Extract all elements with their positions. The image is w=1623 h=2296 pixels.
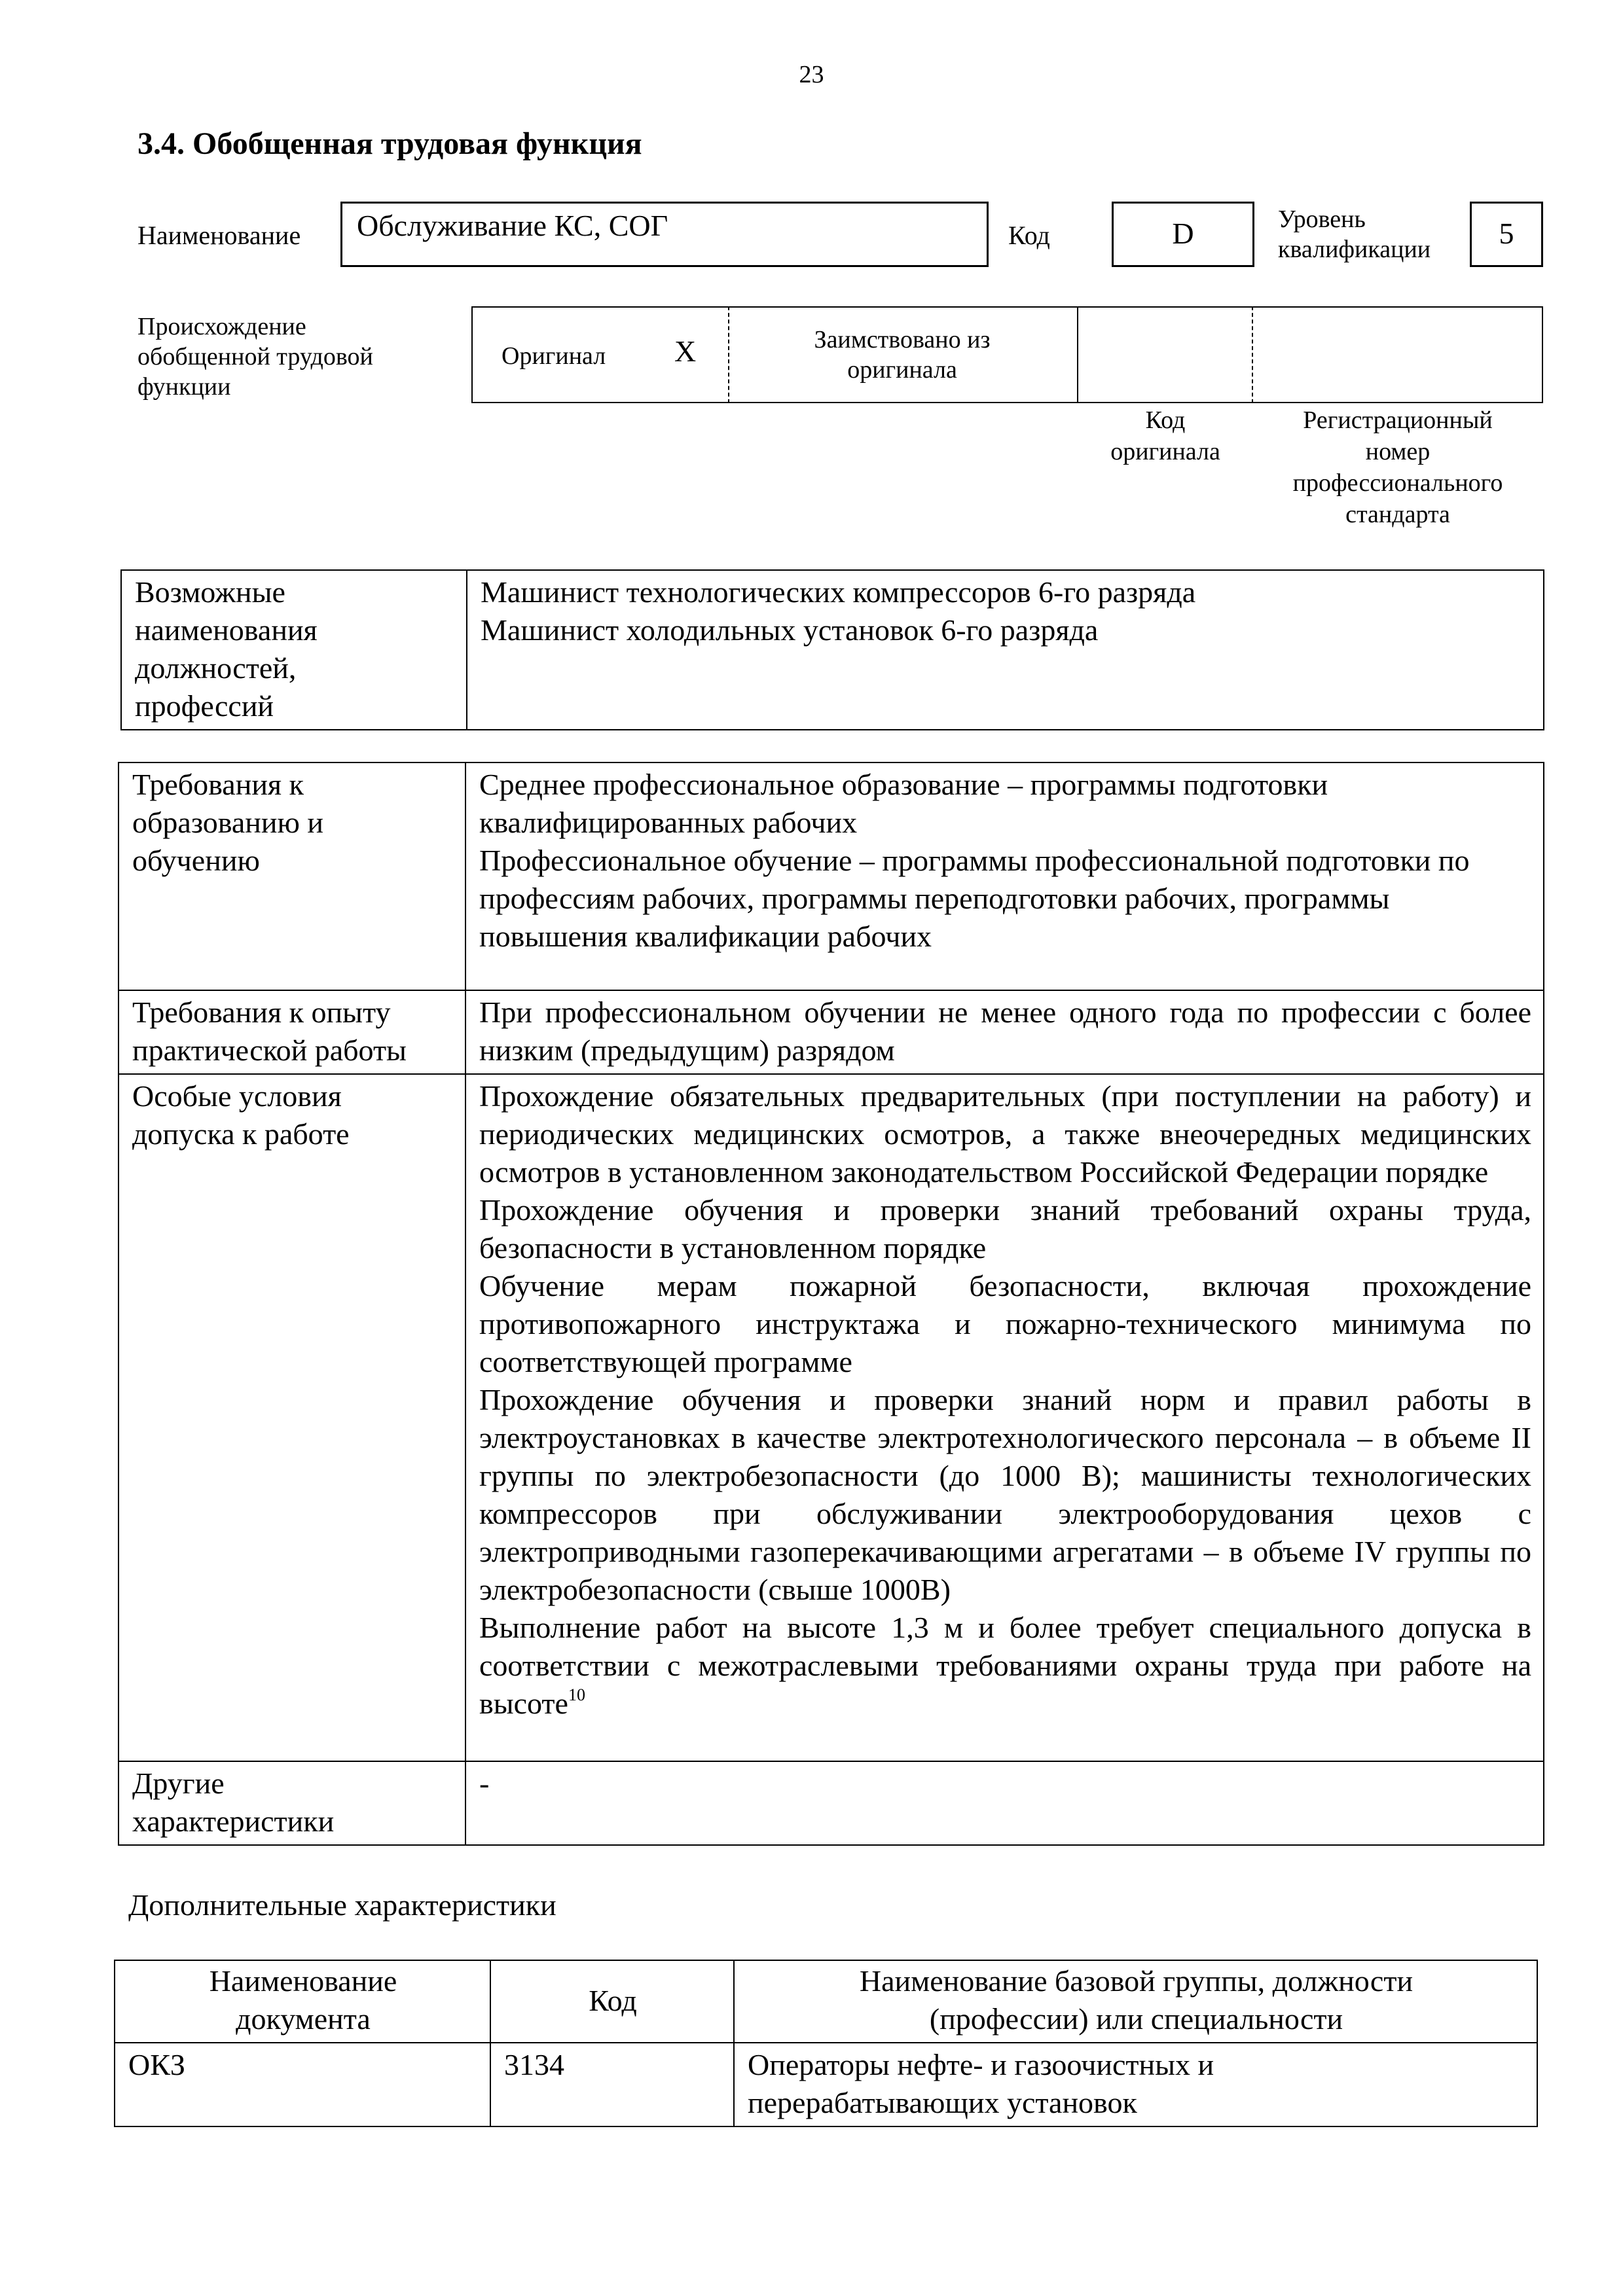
original-mark: X: [674, 334, 697, 368]
requirements-table: [118, 762, 1544, 1846]
okz-cell: ОКЗ: [115, 2043, 490, 2126]
header-group-name: Наименование базовой группы, должности (профессии) или специальности: [734, 1960, 1537, 2043]
group-name-cell: Операторы нефте- и газоочистных и перерабатывающих установок: [734, 2043, 1537, 2126]
additional-title: Дополнительные характеристики: [128, 1888, 556, 1922]
positions-values: Машинист технологических компрессоров 6-го разряда Машинист холодильных установок 6-го разряда: [467, 570, 1544, 730]
other-characteristics-value: -: [465, 1761, 1544, 1845]
positions-table: [120, 569, 1544, 730]
header-code: Код: [490, 1960, 734, 2043]
header-document-name: Наименование документа: [115, 1960, 490, 2043]
experience-value: При профессиональном обучении не менее одного года по профессии с более низким (предыдущим) разрядом: [465, 990, 1544, 1074]
level-label: Уровень квалификации: [1278, 206, 1431, 263]
education-label: Требования к образованию и обучению: [119, 762, 465, 990]
code-cell: 3134: [490, 2043, 734, 2126]
education-value: Среднее профессиональное образование – программы подготовки квалифицированных рабочих Профессиональное обучение – программы профессиональной подготовки по профессиям рабочих, программы переподготовки рабочих, программы повышения квалификации рабочих: [465, 762, 1544, 990]
special-conditions-label: Особые условия допуска к работе: [119, 1074, 465, 1761]
origin-divider: [1077, 306, 1078, 403]
height-work-paragraph: Выполнение работ на высоте 1,3 м и более требует специального допуска в соответствии с межотраслевыми требованиями охраны труда при работе на высоте$^{10}$: [479, 1611, 1531, 1720]
origin-label: Происхождение обобщенной трудовой функции: [137, 313, 373, 401]
table-row: [115, 2043, 1537, 2126]
table-row: [115, 1960, 1537, 2043]
qualification-level-field: 5: [1470, 202, 1543, 267]
origin-divider: [728, 306, 729, 403]
footnote-marker: 10: [568, 1685, 585, 1704]
page-number: 23: [799, 61, 824, 88]
origin-divider: [1252, 306, 1253, 403]
section-title: 3.4. Обобщенная трудовая функция: [137, 126, 642, 161]
positions-label: Возможные наименования должностей, профессий: [121, 570, 467, 730]
experience-label: Требования к опыту практической работы: [119, 990, 465, 1074]
function-name-field: Обслуживание КС, СОГ: [340, 202, 989, 267]
registration-number-caption: Регистрационный номер профессионального стандарта: [1292, 406, 1503, 528]
other-characteristics-label: Другие характеристики: [119, 1761, 465, 1845]
name-label: Наименование: [137, 221, 301, 250]
table-row: [121, 570, 1544, 730]
borrowed-label: Заимствовано из оригинала: [814, 326, 991, 384]
table-row: [119, 1761, 1544, 1845]
additional-table: [114, 1960, 1538, 2127]
table-row: [119, 990, 1544, 1074]
table-row: [119, 762, 1544, 990]
original-code-caption: Код оригинала: [1110, 406, 1220, 465]
code-label: Код: [1008, 221, 1050, 250]
table-row: [119, 1074, 1544, 1761]
function-code-field: D: [1112, 202, 1254, 267]
special-conditions-value: Прохождение обязательных предварительных (при поступлении на работу) и периодических медицинских осмотров, а также внеочередных медицинских осмотров в установленном законодательством Российской Федерации порядке Прохождение обучения и проверки знаний требований охраны труда, безопасности в установленном порядке Обучение мерам пожарной безопасности, включая прохождение противопожарного инструктажа и пожарно-технического минимума по соответствующей программе Прохождение обучения и проверки знаний норм и правил работы в электроустановках в качестве электротехнологического персонала – в объеме II группы по электробезопасности (до 1000 В); машинисты технологических компрессоров при обслуживании электрооборудования цехов с электроприводными газоперекачивающими агрегатами – в объеме IV группы по электробезопасности (свыше 1000В) Выполнение работ на высоте 1,3 м и более требует специального допуска в соответствии с межотраслевыми требованиями охраны труда при работе на высоте$^{10}$: [465, 1074, 1544, 1761]
original-label: Оригинал: [501, 342, 606, 370]
